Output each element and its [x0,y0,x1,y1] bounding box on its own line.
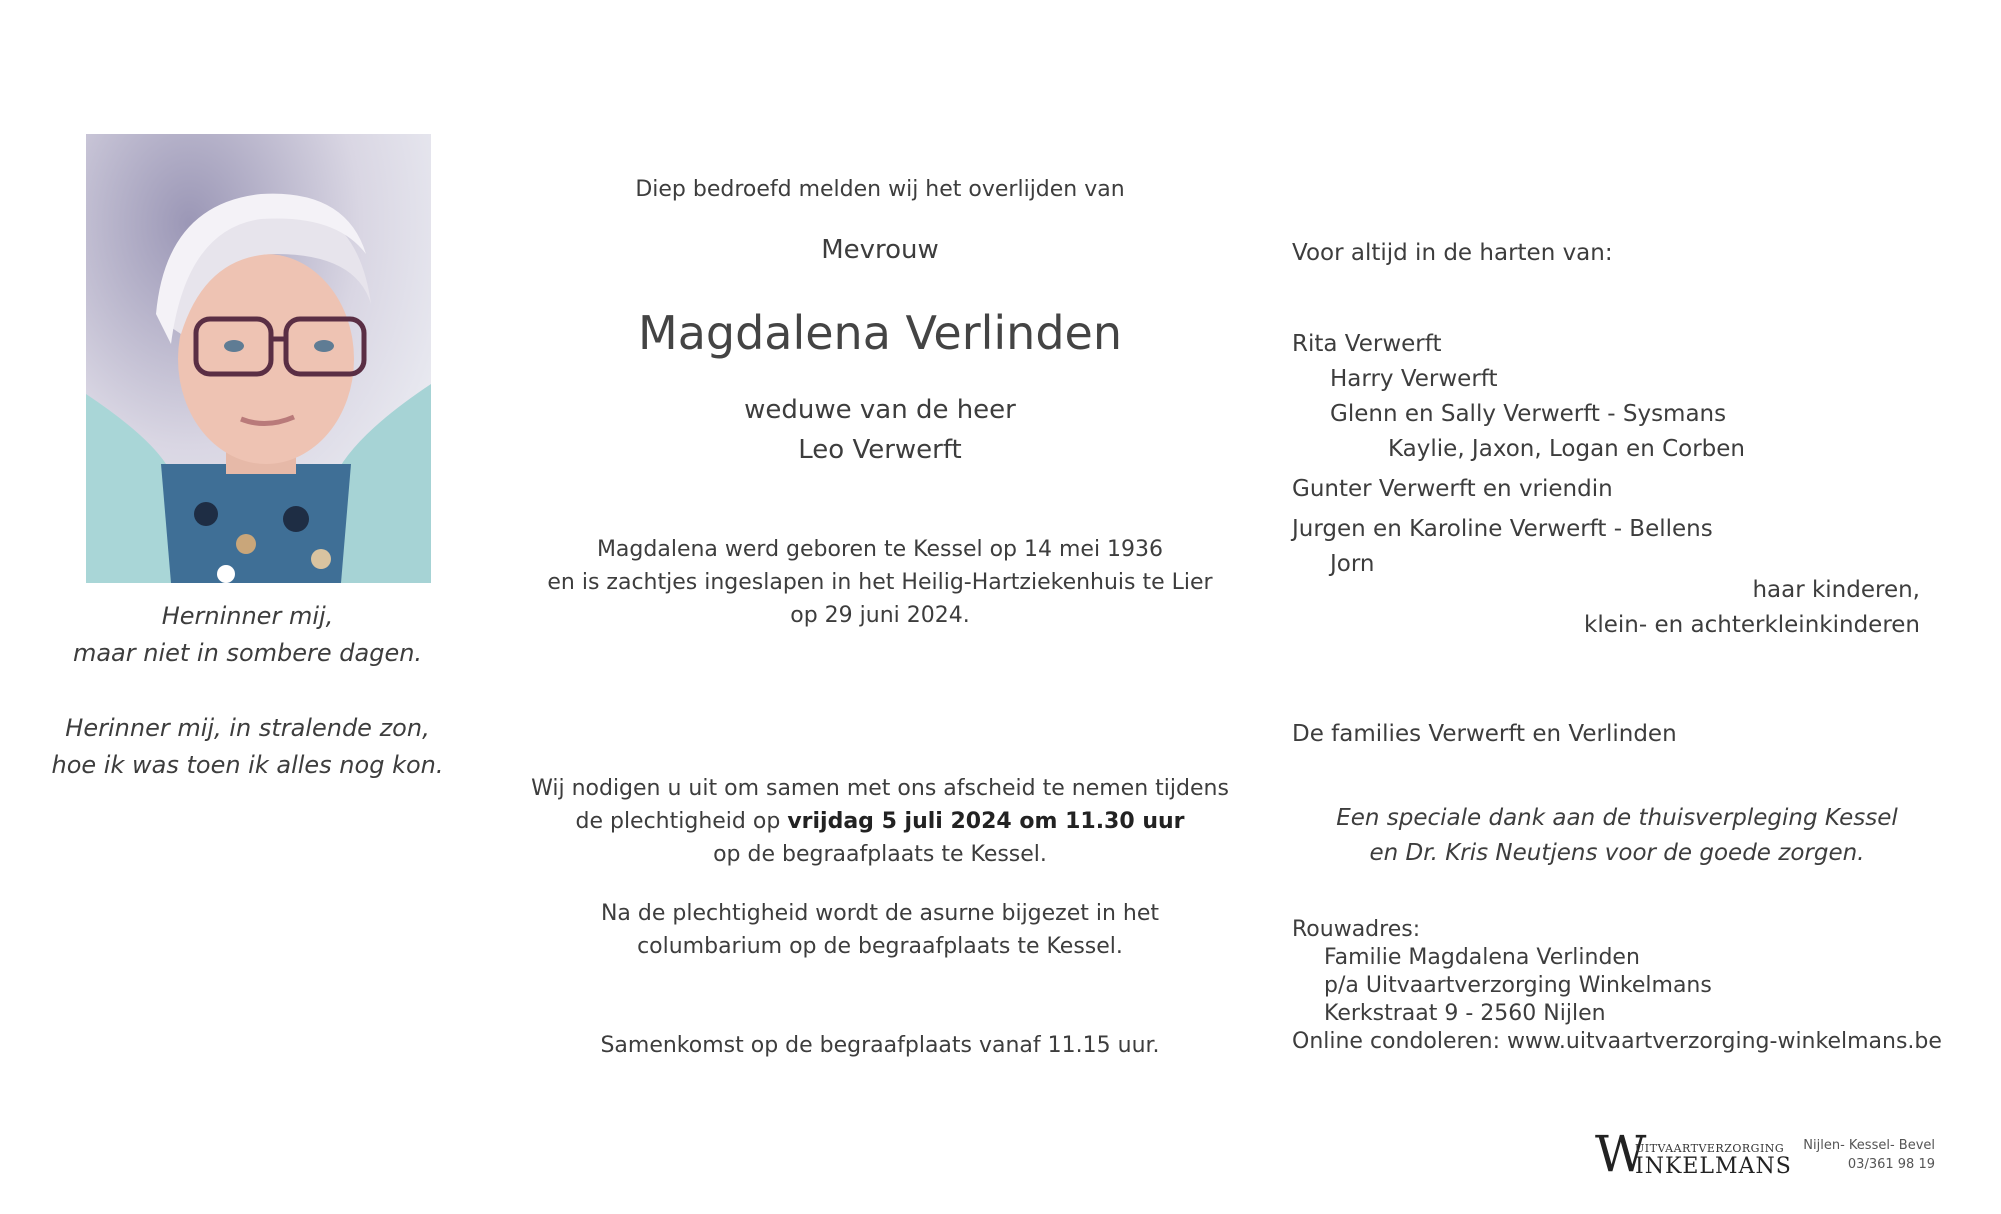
logo-small-text: UITVAARTVERZORGING [1635,1142,1785,1155]
family-jurgen: Jurgen en Karoline Verwerft - Bellens [1292,516,1713,542]
logo-big-w: W [1595,1125,1647,1183]
gathering-note: Samenkomst op de begraafplaats vanaf 11.15 uur. [600,1033,1160,1058]
bio-line-3: op 29 juni 2024. [790,603,970,628]
bio-line-2: en is zachtjes ingeslapen in het Heilig-Hartziekenhuis te Lier [547,570,1213,595]
bio-paragraph [500,533,1260,632]
urn-line-2: columbarium op de begraafplaats te Kessel. [637,934,1123,959]
family-children-label: haar kinderen, [1752,577,1920,603]
widow-of [500,390,1260,470]
widow-line-1: weduwe van de heer [744,395,1016,425]
families-line: De families Verwerft en Verlinden [1292,721,1677,747]
deceased-name: Magdalena Verlinden [638,306,1122,360]
thanks-line-2: en Dr. Kris Neutjens voor de goede zorgen. [1369,840,1865,866]
logo-big-text: INKELMANS [1635,1154,1792,1179]
address-line-2: p/a Uitvaartverzorging Winkelmans [1324,973,1712,998]
salutation: Mevrouw [821,235,939,265]
invitation-paragraph [500,772,1260,871]
poem-line-2: maar niet in sombere dagen. [72,639,423,667]
invite-line-1: Wij nodigen u uit om samen met ons afscheid te nemen tijdens [531,776,1229,801]
poem-line-1: Herninner mij, [161,602,334,630]
family-harry: Harry Verwerft [1330,366,1498,392]
family-grandchildren-label: klein- en achterkleinkinderen [1584,612,1920,638]
logo-places: Nijlen- Kessel- Bevel [1803,1138,1935,1153]
family-glenn: Glenn en Sally Verwerft - Sysmans [1330,401,1727,427]
family-jorn: Jorn [1330,551,1375,577]
logo-contact [1795,1136,1935,1174]
urn-line-1: Na de plechtigheid wordt de asurne bijgezet in het [600,901,1160,926]
widow-line-2: Leo Verwerft [798,435,962,465]
thanks-note [1292,801,1942,871]
logo-wordmark [1595,1125,1795,1188]
online-condolences: Online condoleren: www.uitvaartverzorging-winkelmans.be [1292,1029,1942,1054]
bio-line-1: Magdalena werd geboren te Kessel op 14 mei 1936 [596,537,1164,562]
portrait-illustration [86,134,431,583]
memorial-poem [20,598,475,784]
invite-line-2-prefix: de plechtigheid op [575,809,788,834]
address-line-1: Familie Magdalena Verlinden [1324,945,1640,970]
ceremony-date: vrijdag 5 juli 2024 om 11.30 uur [787,809,1185,834]
poem-line-4: hoe ik was toen ik alles nog kon. [51,751,444,779]
urn-paragraph [500,897,1260,963]
logo-phone: 03/361 98 19 [1847,1157,1935,1172]
portrait-photo [86,134,431,583]
poem-line-3: Herinner mij, in stralende zon, [65,714,430,742]
invite-line-2 [500,805,1260,838]
mourning-address [1292,916,1942,1056]
family-greatgrandchildren: Kaylie, Jaxon, Logan en Corben [1388,436,1746,462]
family-heading: Voor altijd in de harten van: [1292,240,1613,266]
invite-line-3: op de begraafplaats te Kessel. [713,842,1047,867]
funeral-home-logo [1595,1125,2001,1188]
family-gunter: Gunter Verwerft en vriendin [1292,476,1613,502]
notice-intro: Diep bedroefd melden wij het overlijden van [635,177,1125,202]
thanks-line-1: Een speciale dank aan de thuisverpleging Kessel [1336,805,1898,831]
family-rita: Rita Verwerft [1292,331,1442,357]
address-label: Rouwadres: [1292,917,1421,942]
address-line-3: Kerkstraat 9 - 2560 Nijlen [1324,1001,1606,1026]
